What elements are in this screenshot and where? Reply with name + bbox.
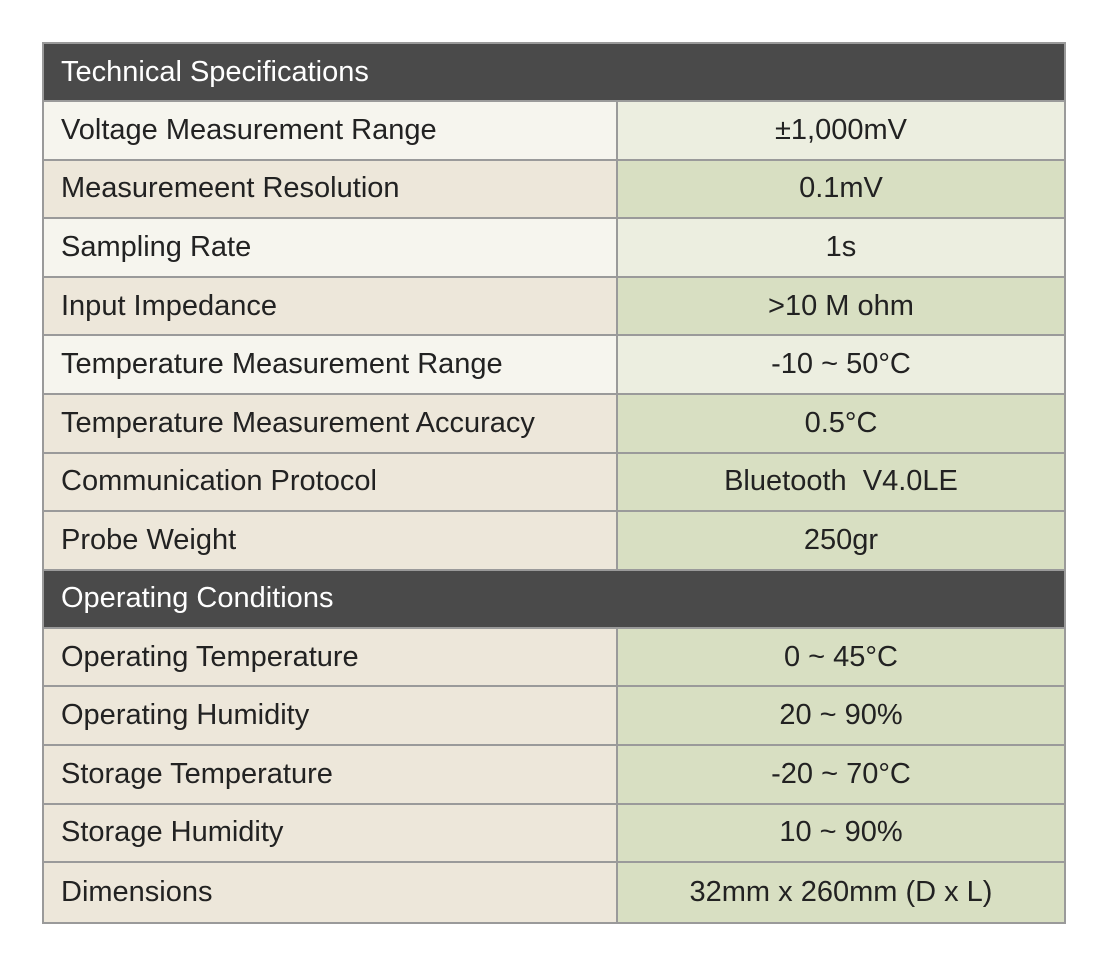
- row-label: Input Impedance: [44, 278, 618, 335]
- row-value: 0.5°C: [618, 395, 1064, 452]
- row-value: 20 ~ 90%: [618, 687, 1064, 744]
- row-value: -10 ~ 50°C: [618, 336, 1064, 393]
- row-label: Communication Protocol: [44, 454, 618, 511]
- row-label: Temperature Measurement Range: [44, 336, 618, 393]
- row-label: Operating Temperature: [44, 629, 618, 686]
- row-label: Storage Humidity: [44, 805, 618, 862]
- table-row: [44, 102, 1064, 161]
- row-value: Bluetooth V4.0LE: [618, 454, 1064, 511]
- row-value: 0.1mV: [618, 161, 1064, 218]
- table-row: [44, 863, 1064, 922]
- row-label: Temperature Measurement Accuracy: [44, 395, 618, 452]
- row-value: >10 M ohm: [618, 278, 1064, 335]
- table-row: [44, 512, 1064, 571]
- table-row: [44, 336, 1064, 395]
- row-label: Voltage Measurement Range: [44, 102, 618, 159]
- table-row: [44, 746, 1064, 805]
- row-value: 250gr: [618, 512, 1064, 569]
- section-header-operating: Operating Conditions: [44, 571, 1064, 629]
- table-row: [44, 161, 1064, 220]
- row-value: 10 ~ 90%: [618, 805, 1064, 862]
- row-label: Operating Humidity: [44, 687, 618, 744]
- row-value: -20 ~ 70°C: [618, 746, 1064, 803]
- table-row: [44, 805, 1064, 864]
- row-value: 0 ~ 45°C: [618, 629, 1064, 686]
- table-row: [44, 629, 1064, 688]
- row-value: 1s: [618, 219, 1064, 276]
- row-label: Dimensions: [44, 863, 618, 922]
- row-value: 32mm x 260mm (D x L): [618, 863, 1064, 922]
- section-header-technical: Technical Specifications: [44, 44, 1064, 102]
- row-label: Probe Weight: [44, 512, 618, 569]
- table-row: [44, 454, 1064, 513]
- row-value: ±1,000mV: [618, 102, 1064, 159]
- row-label: Sampling Rate: [44, 219, 618, 276]
- row-label: Measuremeent Resolution: [44, 161, 618, 218]
- table-row: [44, 687, 1064, 746]
- table-row: [44, 278, 1064, 337]
- table-row: [44, 395, 1064, 454]
- row-label: Storage Temperature: [44, 746, 618, 803]
- spec-table: [42, 42, 1066, 924]
- table-row: [44, 219, 1064, 278]
